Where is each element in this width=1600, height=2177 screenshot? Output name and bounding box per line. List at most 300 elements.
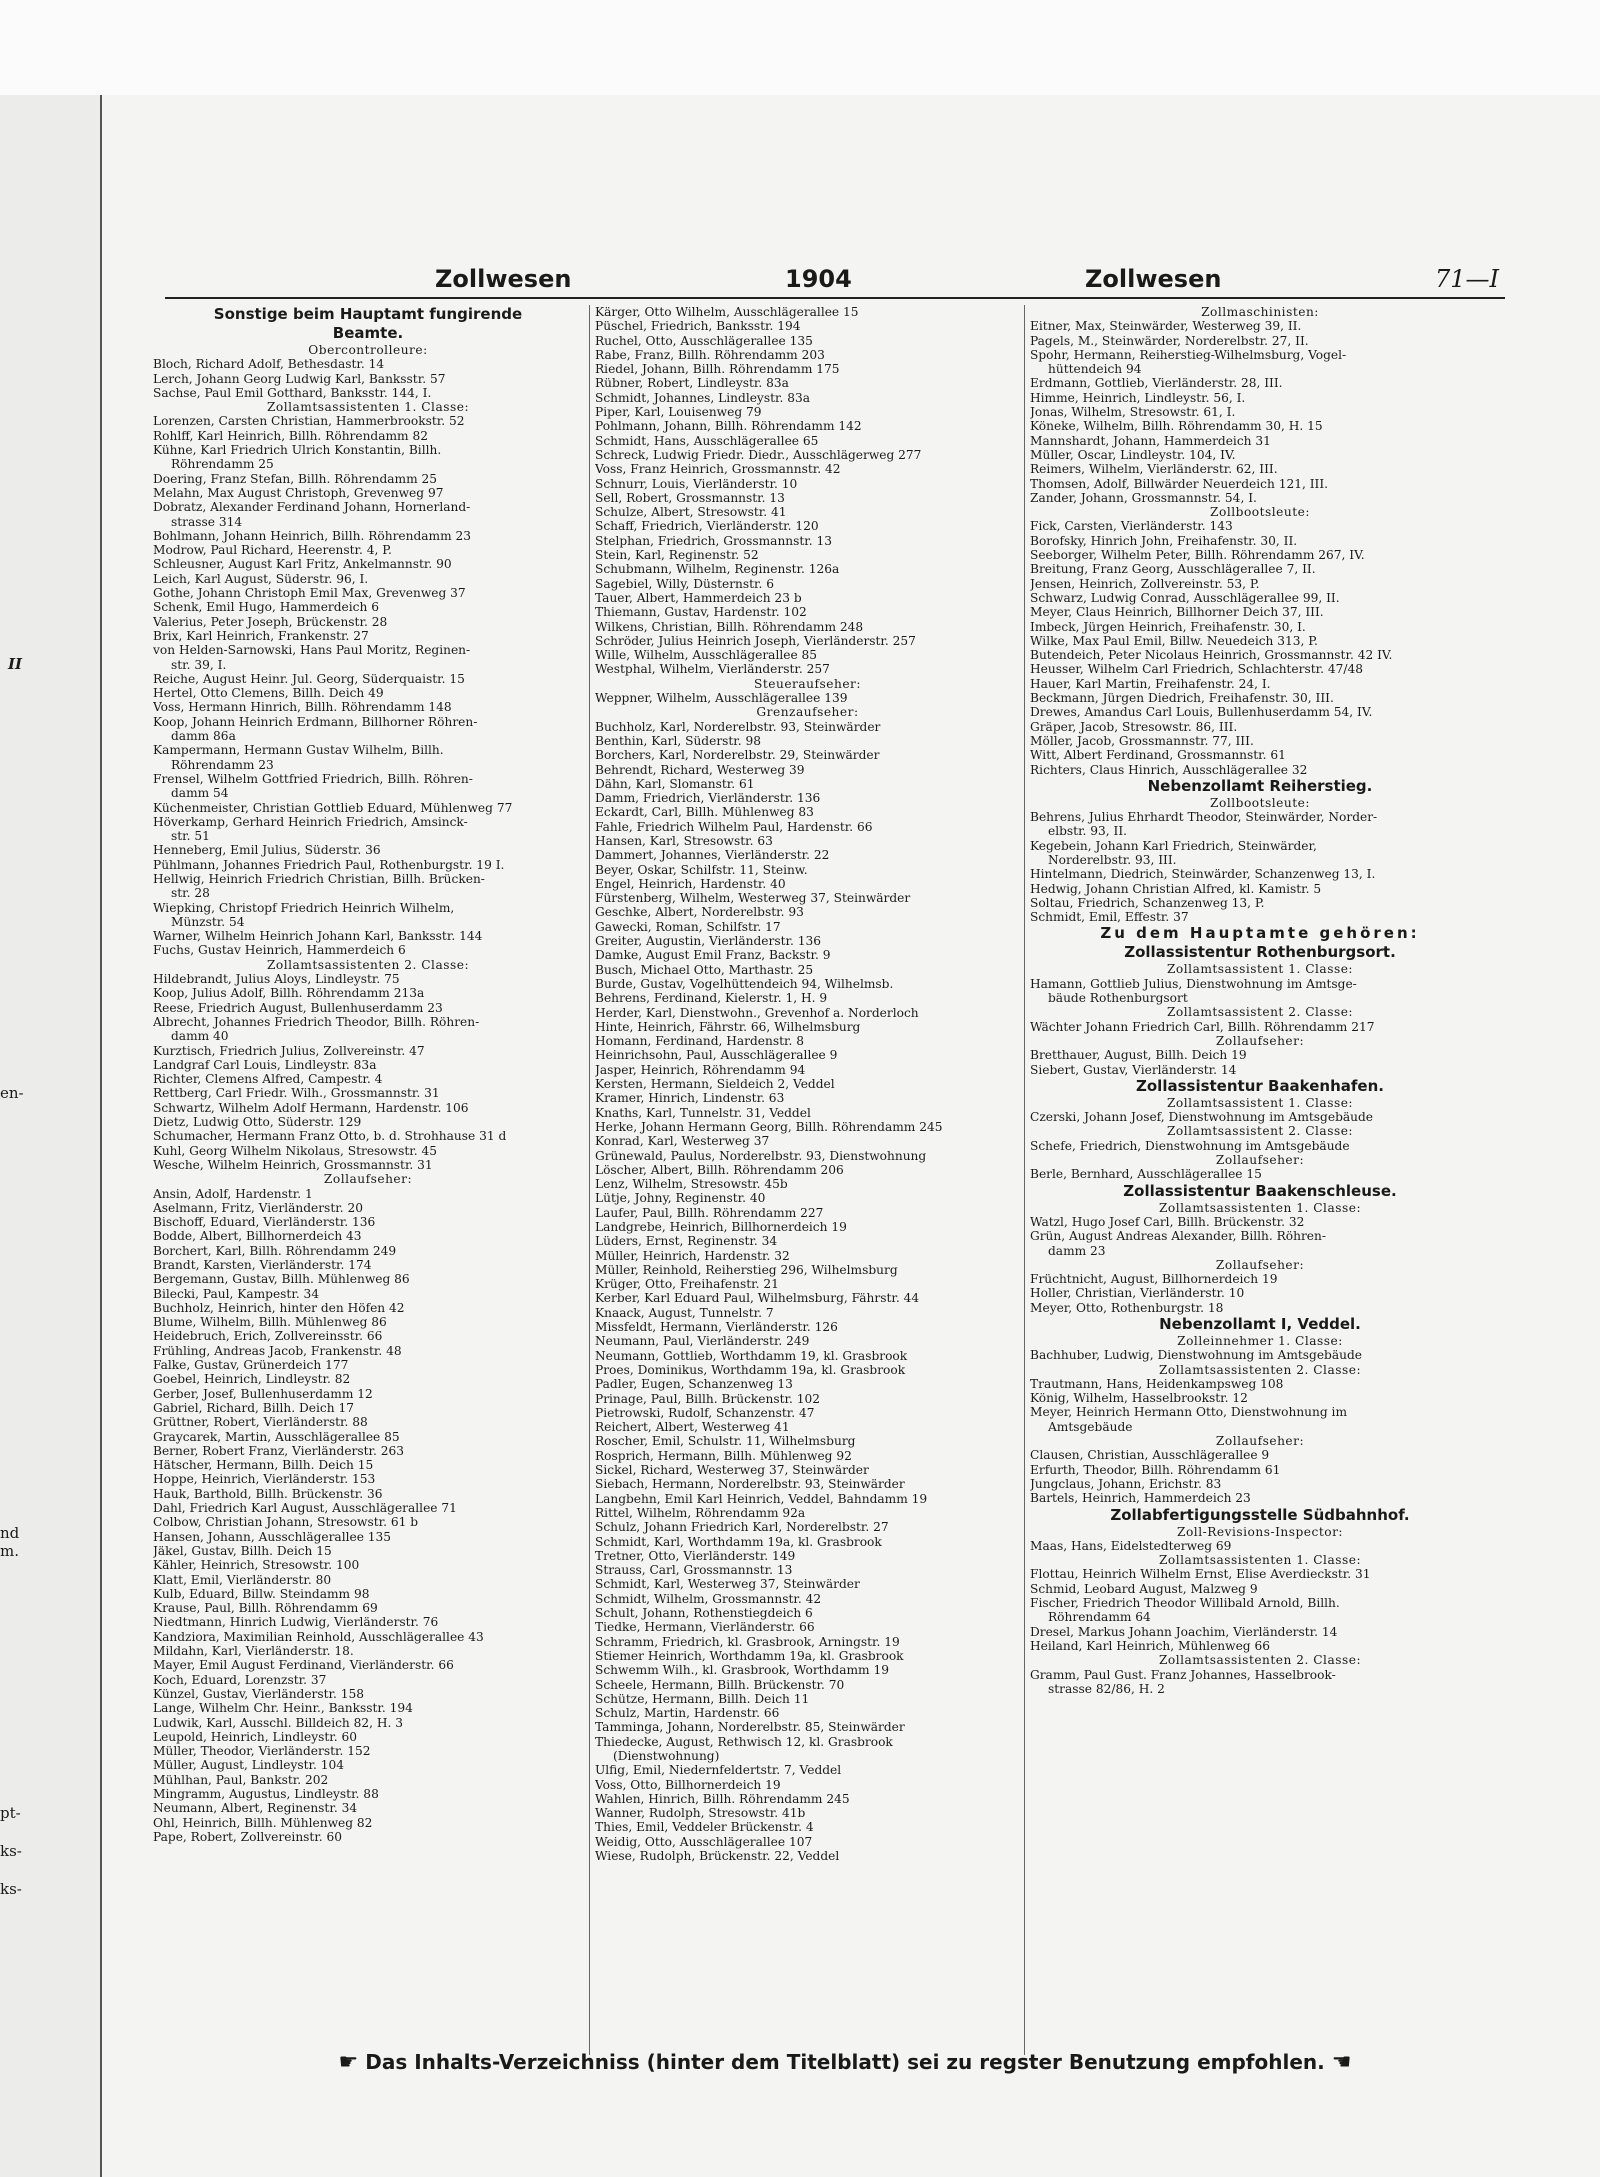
- directory-entry: Wilkens, Christian, Billh. Röhrendamm 248: [595, 619, 864, 634]
- directory-entry: Lütje, Johny, Reginenstr. 40: [595, 1191, 766, 1206]
- directory-entry: Tretner, Otto, Vierländerstr. 149: [595, 1548, 796, 1563]
- directory-entry: Höverkamp, Gerhard Heinrich Friedrich, Amsinck-: [153, 814, 468, 829]
- directory-entry: Gramm, Paul Gust. Franz Johannes, Hasselbrook-: [1030, 1667, 1336, 1682]
- directory-entry: Müller, Reinhold, Reiherstieg 296, Wilhelmsburg: [595, 1262, 898, 1277]
- directory-entry: Jasper, Heinrich, Röhrendamm 94: [595, 1062, 806, 1077]
- directory-entry: Knaths, Karl, Tunnelstr. 31, Veddel: [595, 1105, 811, 1120]
- directory-entry: Schramm, Friedrich, kl. Grasbrook, Arningstr. 19: [595, 1634, 900, 1649]
- directory-entry: Soltau, Friedrich, Schanzenweg 13, P.: [1030, 895, 1265, 910]
- directory-entry: Eitner, Max, Steinwärder, Westerweg 39, II.: [1030, 319, 1302, 334]
- directory-entry: Watzl, Hugo Josef Carl, Billh. Brückenstr. 32: [1030, 1214, 1305, 1229]
- directory-entry: Wilke, Max Paul Emil, Billw. Neuedeich 313, P.: [1030, 633, 1318, 648]
- directory-entry: Strauss, Carl, Grossmannstr. 13: [595, 1563, 793, 1578]
- directory-entry: Schumacher, Hermann Franz Otto, b. d. Strohhause 31 d: [153, 1129, 507, 1144]
- directory-entry: Herke, Johann Hermann Georg, Billh. Röhrendamm 245: [595, 1119, 943, 1134]
- column-1: [153, 305, 583, 2055]
- directory-entry: Bohlmann, Johann Heinrich, Billh. Röhrendamm 23: [153, 528, 472, 543]
- directory-entry: Melahn, Max August Christoph, Grevenweg 97: [153, 485, 444, 500]
- directory-entry: Schmid, Leobard August, Malzweg 9: [1030, 1581, 1258, 1596]
- directory-entry: Rosprich, Hermann, Billh. Mühlenweg 92: [595, 1448, 852, 1463]
- directory-entry: Scheele, Hermann, Billh. Brückenstr. 70: [595, 1677, 845, 1692]
- directory-entry: Krüger, Otto, Freihafenstr. 21: [595, 1277, 779, 1292]
- directory-entry: Münzstr. 54: [171, 914, 245, 929]
- directory-entry: Kühne, Karl Friedrich Ulrich Konstantin, Billh.: [153, 443, 442, 458]
- directory-entry: Knaack, August, Tunnelstr. 7: [595, 1305, 774, 1320]
- directory-entry: Jäkel, Gustav, Billh. Deich 15: [153, 1543, 332, 1558]
- left-page-fragment: ks-: [0, 1842, 22, 1860]
- directory-entry: Roscher, Emil, Schulstr. 11, Wilhelmsburg: [595, 1434, 856, 1449]
- directory-entry: str. 51: [171, 829, 210, 844]
- directory-entry: Schwemm Wilh., kl. Grasbrook, Worthdamm 19: [595, 1663, 889, 1678]
- directory-entry: Pietrowski, Rudolf, Schanzenstr. 47: [595, 1405, 815, 1420]
- directory-entry: Geschke, Albert, Norderelbstr. 93: [595, 905, 804, 920]
- directory-entry: Röhrendamm 23: [171, 757, 274, 772]
- category-label: Zollamtsassistenten 1. Classe:: [1158, 1200, 1362, 1215]
- pointing-hand-icon: ☛: [338, 2050, 359, 2075]
- directory-entry: Gothe, Johann Christoph Emil Max, Grevenweg 37: [153, 586, 466, 601]
- directory-entry: Erdmann, Gottlieb, Vierländerstr. 28, III.: [1030, 376, 1283, 391]
- directory-entry: Pagels, M., Steinwärder, Norderelbstr. 27, II.: [1030, 333, 1309, 348]
- directory-entry: Bloch, Richard Adolf, Bethesdastr. 14: [153, 357, 385, 372]
- directory-entry: Stelphan, Friedrich, Grossmannstr. 13: [595, 533, 833, 548]
- directory-entry: Hauer, Karl Martin, Freihafenstr. 24, I.: [1030, 676, 1271, 691]
- section-heading: Sonstige beim Hauptamt fungirende: [213, 305, 523, 323]
- directory-entry: Thiedecke, August, Rethwisch 12, kl. Grasbrook: [595, 1734, 893, 1749]
- directory-entry: Lorenzen, Carsten Christian, Hammerbrookstr. 52: [153, 414, 465, 429]
- directory-entry: Voss, Franz Heinrich, Grossmannstr. 42: [595, 462, 841, 477]
- directory-entry: Kersten, Hermann, Sieldeich 2, Veddel: [595, 1077, 835, 1092]
- directory-entry: Schulz, Johann Friedrich Karl, Norderelbstr. 27: [595, 1520, 889, 1535]
- directory-entry: Schmidt, Karl, Worthdamm 19a, kl. Grasbrook: [595, 1534, 882, 1549]
- section-heading: Zollassistentur Baakenschleuse.: [1123, 1181, 1397, 1200]
- directory-entry: Rohlff, Karl Heinrich, Billh. Röhrendamm 82: [153, 428, 428, 443]
- directory-entry: Bretthauer, August, Billh. Deich 19: [1030, 1048, 1247, 1063]
- directory-entry: Voss, Hermann Hinrich, Billh. Röhrendamm 148: [153, 700, 452, 715]
- directory-entry: Schröder, Julius Heinrich Joseph, Vierländerstr. 257: [595, 633, 916, 648]
- directory-entry: Hellwig, Heinrich Friedrich Christian, Billh. Brücken-: [153, 871, 485, 886]
- directory-entry: Wiese, Rudolph, Brückenstr. 22, Veddel: [595, 1849, 840, 1864]
- directory-entry: Ulfig, Emil, Niedernfeldertstr. 7, Veddel: [595, 1763, 842, 1778]
- directory-entry: Hoppe, Heinrich, Vierländerstr. 153: [153, 1472, 376, 1487]
- left-page-edge: [0, 95, 102, 2177]
- directory-entry: Hätscher, Hermann, Billh. Deich 15: [153, 1458, 374, 1473]
- directory-entry: Behrens, Julius Ehrhardt Theodor, Steinwärder, Norder-: [1030, 810, 1378, 825]
- directory-entry: Kärger, Otto Wilhelm, Ausschlägerallee 15: [595, 305, 859, 319]
- directory-entry: Riedel, Johann, Billh. Röhrendamm 175: [595, 362, 840, 377]
- left-page-fragment: pt-: [0, 1804, 21, 1822]
- directory-entry: Modrow, Paul Richard, Heerenstr. 4, P.: [153, 543, 392, 558]
- directory-entry: Langbehn, Emil Karl Heinrich, Veddel, Bahndamm 19: [595, 1491, 928, 1506]
- directory-entry: Grünewald, Paulus, Norderelbstr. 93, Dienstwohnung: [595, 1148, 927, 1163]
- directory-entry: Schult, Johann, Rothenstiegdeich 6: [595, 1606, 813, 1621]
- directory-entry: Pühlmann, Johannes Friedrich Paul, Rothenburgstr. 19 I.: [153, 857, 505, 872]
- directory-entry: Westphal, Wilhelm, Vierländerstr. 257: [595, 662, 830, 677]
- category-label: Grenzaufseher:: [756, 705, 859, 720]
- directory-entry: Dähn, Karl, Slomanstr. 61: [595, 776, 755, 791]
- category-label: Zollamtsassistent 1. Classe:: [1166, 962, 1354, 977]
- directory-entry: Rabe, Franz, Billh. Röhrendamm 203: [595, 347, 825, 362]
- directory-entry: Ludwik, Karl, Ausschl. Billdeich 82, H. 3: [153, 1715, 404, 1730]
- category-label: Zollamtsassistent 2. Classe:: [1166, 1124, 1354, 1139]
- directory-entry: Müller, Theodor, Vierländerstr. 152: [153, 1744, 371, 1759]
- pointing-hand-icon: ☚: [1331, 2050, 1352, 2075]
- directory-entry: Schleusner, August Karl Fritz, Ankelmannstr. 90: [153, 557, 452, 572]
- directory-entry: von Helden-Sarnowski, Hans Paul Moritz, Reginen-: [153, 643, 471, 658]
- directory-entry: Weppner, Wilhelm, Ausschlägerallee 139: [595, 691, 848, 706]
- directory-entry: Engel, Heinrich, Hardenstr. 40: [595, 876, 786, 891]
- directory-entry: Schwartz, Wilhelm Adolf Hermann, Hardenstr. 106: [153, 1100, 469, 1115]
- category-label: Zollmaschinisten:: [1201, 305, 1319, 319]
- directory-entry: Schwarz, Ludwig Conrad, Ausschlägerallee 99, II.: [1030, 590, 1340, 605]
- footer-text: Das Inhalts-Verzeichniss (hinter dem Titelblatt) sei zu regster Benutzung empfohlen.: [365, 2050, 1325, 2074]
- directory-entry: Heiland, Karl Heinrich, Mühlenweg 66: [1030, 1638, 1270, 1653]
- directory-entry: Künzel, Gustav, Vierländerstr. 158: [153, 1686, 365, 1701]
- directory-entry: Bilecki, Paul, Kampestr. 34: [153, 1286, 320, 1301]
- directory-entry: Schulz, Martin, Hardenstr. 66: [595, 1706, 780, 1721]
- directory-entry: Czerski, Johann Josef, Dienstwohnung im Amtsgebäude: [1030, 1110, 1374, 1125]
- category-label: Zollaufseher:: [1215, 1033, 1305, 1048]
- directory-entry: Benthin, Karl, Süderstr. 98: [595, 733, 762, 748]
- directory-entry: Rettberg, Carl Friedr. Wilh., Grossmannstr. 31: [153, 1086, 440, 1101]
- directory-entry: Homann, Ferdinand, Hardenstr. 8: [595, 1034, 805, 1049]
- directory-entry: Thiemann, Gustav, Hardenstr. 102: [595, 605, 807, 620]
- directory-entry: Damke, August Emil Franz, Backstr. 9: [595, 948, 831, 963]
- directory-entry: Tamminga, Johann, Norderelbstr. 85, Steinwärder: [595, 1720, 905, 1735]
- directory-entry: Heinrichsohn, Paul, Ausschlägerallee 9: [595, 1048, 838, 1063]
- left-page-fragment: nd: [0, 1524, 20, 1542]
- section-heading: Nebenzollamt Reiherstieg.: [1147, 776, 1373, 795]
- category-label: Zollamtsassistent 1. Classe:: [1166, 1095, 1354, 1110]
- directory-entry: Goebel, Heinrich, Lindleystr. 82: [153, 1372, 351, 1387]
- directory-entry: Zander, Johann, Grossmannstr. 54, I.: [1030, 490, 1257, 505]
- directory-entry: Behrens, Ferdinand, Kielerstr. 1, H. 9: [595, 991, 828, 1006]
- category-label: Zollamtsassistenten 1. Classe:: [266, 400, 470, 415]
- directory-entry: Herder, Karl, Dienstwohn., Grevenhof a. Norderloch: [595, 1005, 919, 1020]
- section-heading: Zollassistentur Baakenhafen.: [1136, 1076, 1384, 1095]
- directory-entry: Wanner, Rudolph, Stresowstr. 41b: [595, 1806, 806, 1821]
- directory-entry: Möller, Jacob, Grossmannstr. 77, III.: [1030, 733, 1254, 748]
- directory-entry: Röhrendamm 25: [171, 457, 274, 472]
- section-heading: Beamte.: [332, 324, 404, 342]
- directory-entry: König, Wilhelm, Hasselbrookstr. 12: [1030, 1391, 1248, 1406]
- directory-entry: Gräper, Jacob, Stresowstr. 86, III.: [1030, 719, 1238, 734]
- directory-entry: strasse 314: [171, 514, 243, 529]
- directory-entry: Meyer, Otto, Rothenburgstr. 18: [1030, 1300, 1224, 1315]
- header-right: Zollwesen: [1085, 265, 1222, 293]
- directory-entry: Beyer, Oskar, Schilfstr. 11, Steinw.: [595, 862, 808, 877]
- column-3: [1030, 305, 1490, 2055]
- directory-entry: Frensel, Wilhelm Gottfried Friedrich, Billh. Röhren-: [153, 771, 473, 786]
- directory-entry: Reiche, August Heinr. Jul. Georg, Süderquaistr. 15: [153, 671, 465, 686]
- directory-entry: Ohl, Heinrich, Billh. Mühlenweg 82: [153, 1815, 373, 1830]
- directory-entry: Fick, Carsten, Vierländerstr. 143: [1030, 519, 1233, 534]
- directory-entry: Hedwig, Johann Christian Alfred, kl. Kamistr. 5: [1030, 881, 1322, 896]
- left-page-fragment: ks-: [0, 1880, 22, 1898]
- directory-entry: Grün, August Andreas Alexander, Billh. Röhren-: [1030, 1229, 1326, 1244]
- category-label: Steueraufseher:: [754, 676, 861, 691]
- directory-entry: Koop, Johann Heinrich Erdmann, Billhorner Röhren-: [153, 714, 478, 729]
- directory-entry: Siebach, Hermann, Norderelbstr. 93, Steinwärder: [595, 1477, 905, 1492]
- directory-entry: Buchholz, Heinrich, hinter den Höfen 42: [153, 1300, 405, 1315]
- directory-entry: Borchert, Karl, Billh. Röhrendamm 249: [153, 1243, 397, 1258]
- section-heading: Zu dem Hauptamte gehören:: [1100, 924, 1420, 943]
- directory-entry: Wächter Johann Friedrich Carl, Billh. Röhrendamm 217: [1030, 1019, 1375, 1034]
- directory-entry: elbstr. 93, II.: [1048, 824, 1128, 839]
- directory-entry: Meyer, Heinrich Hermann Otto, Dienstwohnung im: [1030, 1405, 1347, 1420]
- directory-entry: Hauk, Barthold, Billh. Brückenstr. 36: [153, 1486, 383, 1501]
- directory-entry: Eckardt, Carl, Billh. Mühlenweg 83: [595, 805, 814, 820]
- directory-entry: Butendeich, Peter Nicolaus Heinrich, Grossmannstr. 42 IV.: [1030, 648, 1393, 663]
- directory-entry: Weidig, Otto, Ausschlägerallee 107: [595, 1834, 813, 1849]
- directory-entry: Erfurth, Theodor, Billh. Röhrendamm 61: [1030, 1462, 1281, 1477]
- directory-entry: Fahle, Friedrich Wilhelm Paul, Hardenstr. 66: [595, 819, 873, 834]
- directory-entry: Hintelmann, Diedrich, Steinwärder, Schanzenweg 13, I.: [1030, 867, 1376, 882]
- directory-entry: Schulze, Albert, Stresowstr. 41: [595, 505, 787, 520]
- directory-entry: Seeborger, Wilhelm Peter, Billh. Röhrendamm 267, IV.: [1030, 548, 1365, 563]
- directory-entry: Kulb, Eduard, Billw. Steindamm 98: [153, 1586, 370, 1601]
- directory-entry: Heidebruch, Erich, Zollvereinsstr. 66: [153, 1329, 383, 1344]
- directory-entry: Wille, Wilhelm, Ausschlägerallee 85: [595, 648, 818, 663]
- directory-entry: Bodde, Albert, Billhornerdeich 43: [153, 1229, 362, 1244]
- directory-entry: Albrecht, Johannes Friedrich Theodor, Billh. Röhren-: [153, 1014, 480, 1029]
- directory-entry: Witt, Albert Ferdinand, Grossmannstr. 61: [1030, 748, 1286, 763]
- category-label: Zollaufseher:: [1215, 1434, 1305, 1449]
- category-label: Zollaufseher:: [1215, 1153, 1305, 1168]
- directory-entry: Pape, Robert, Zollvereinstr. 60: [153, 1829, 343, 1844]
- directory-entry: Stein, Karl, Reginenstr. 52: [595, 548, 759, 563]
- directory-entry: Koop, Julius Adolf, Billh. Röhrendamm 213a: [153, 986, 425, 1001]
- directory-entry: Norderelbstr. 93, III.: [1048, 852, 1177, 867]
- directory-entry: Tiedke, Hermann, Vierländerstr. 66: [595, 1620, 815, 1635]
- directory-entry: Dietz, Ludwig Otto, Süderstr. 129: [153, 1115, 362, 1130]
- section-heading: Zollabfertigungsstelle Südbahnhof.: [1110, 1505, 1410, 1524]
- directory-entry: Siebert, Gustav, Vierländerstr. 14: [1030, 1062, 1237, 1077]
- directory-entry: hüttendeich 94: [1048, 362, 1142, 377]
- directory-entry: Gabriel, Richard, Billh. Deich 17: [153, 1400, 354, 1415]
- directory-entry: Kerber, Karl Eduard Paul, Wilhelmsburg, Fährstr. 44: [595, 1291, 920, 1306]
- directory-entry: Bartels, Heinrich, Hammerdeich 23: [1030, 1491, 1251, 1506]
- directory-entry: Konrad, Karl, Westerweg 37: [595, 1134, 770, 1149]
- directory-entry: Henneberg, Emil Julius, Süderstr. 36: [153, 843, 381, 858]
- directory-entry: Padler, Eugen, Schanzenweg 13: [595, 1377, 793, 1392]
- directory-entry: Dobratz, Alexander Ferdinand Johann, Hornerland-: [153, 500, 471, 515]
- directory-entry: Schmidt, Karl, Westerweg 37, Steinwärder: [595, 1577, 860, 1592]
- directory-entry: Fürstenberg, Wilhelm, Westerweg 37, Steinwärder: [595, 891, 911, 906]
- directory-entry: Neumann, Gottlieb, Worthdamm 19, kl. Grasbrook: [595, 1348, 908, 1363]
- directory-entry: Küchenmeister, Christian Gottlieb Eduard, Mühlenweg 77: [153, 800, 513, 815]
- directory-entry: Warner, Wilhelm Heinrich Johann Karl, Banksstr. 144: [153, 929, 483, 944]
- directory-entry: Mayer, Emil August Ferdinand, Vierländerstr. 66: [153, 1658, 454, 1673]
- directory-entry: Aselmann, Fritz, Vierländerstr. 20: [153, 1200, 363, 1215]
- directory-entry: Busch, Michael Otto, Marthastr. 25: [595, 962, 814, 977]
- directory-entry: Landgrebe, Heinrich, Billhornerdeich 19: [595, 1220, 847, 1234]
- directory-entry: Brandt, Karsten, Vierländerstr. 174: [153, 1258, 372, 1272]
- directory-entry: Hansen, Karl, Stresowstr. 63: [595, 833, 773, 848]
- directory-entry: Klatt, Emil, Vierländerstr. 80: [153, 1572, 332, 1587]
- directory-entry: Prinage, Paul, Billh. Brückenstr. 102: [595, 1391, 821, 1406]
- directory-entry: Beckmann, Jürgen Diedrich, Freihafenstr. 30, III.: [1030, 691, 1334, 706]
- directory-entry: strasse 82/86, H. 2: [1048, 1681, 1165, 1696]
- directory-entry: Lange, Wilhelm Chr. Heinr., Banksstr. 194: [153, 1701, 413, 1716]
- directory-entry: Grüttner, Robert, Vierländerstr. 88: [153, 1415, 368, 1430]
- directory-entry: Valerius, Peter Joseph, Brückenstr. 28: [153, 614, 388, 629]
- directory-entry: Schmidt, Wilhelm, Grossmannstr. 42: [595, 1591, 822, 1606]
- category-label: Zollbootsleute:: [1210, 795, 1310, 810]
- directory-entry: damm 23: [1048, 1243, 1106, 1258]
- directory-page: [105, 205, 1525, 2160]
- directory-entry: Berle, Bernhard, Ausschlägerallee 15: [1030, 1167, 1262, 1182]
- directory-entry: Imbeck, Jürgen Heinrich, Freihafenstr. 30, I.: [1030, 619, 1306, 634]
- directory-entry: Drewes, Amandus Carl Louis, Bullenhuserdamm 54, IV.: [1030, 705, 1373, 720]
- directory-entry: Sagebiel, Willy, Düsternstr. 6: [595, 576, 775, 591]
- directory-entry: Schmidt, Emil, Effestr. 37: [1030, 910, 1189, 925]
- scan-margin: [0, 0, 1600, 95]
- directory-entry: Köneke, Wilhelm, Billh. Röhrendamm 30, H. 15: [1030, 419, 1323, 434]
- left-page-fragment: en-: [0, 1084, 24, 1102]
- directory-entry: Meyer, Claus Heinrich, Billhorner Deich 37, III.: [1030, 605, 1324, 620]
- directory-entry: Colbow, Christian Johann, Stresowstr. 61 b: [153, 1515, 419, 1530]
- directory-entry: Voss, Otto, Billhornerdeich 19: [595, 1777, 781, 1792]
- directory-entry: Schaff, Friedrich, Vierländerstr. 120: [595, 519, 819, 534]
- directory-entry: Fuchs, Gustav Heinrich, Hammerdeich 6: [153, 943, 406, 958]
- directory-entry: Kähler, Heinrich, Stresowstr. 100: [153, 1558, 360, 1573]
- directory-entry: Püschel, Friedrich, Banksstr. 194: [595, 319, 801, 334]
- directory-entry: Tauer, Albert, Hammerdeich 23 b: [595, 590, 802, 605]
- directory-entry: Sachse, Paul Emil Gotthard, Banksstr. 144, I.: [153, 385, 432, 400]
- directory-entry: Koch, Eduard, Lorenzstr. 37: [153, 1672, 327, 1687]
- directory-entry: Niedtmann, Hinrich Ludwig, Vierländerstr. 76: [153, 1615, 439, 1630]
- category-label: Zollamtsassistenten 1. Classe:: [1158, 1553, 1362, 1568]
- directory-entry: Frühling, Andreas Jacob, Frankenstr. 48: [153, 1343, 402, 1358]
- directory-entry: Rittel, Wilhelm, Röhrendamm 92a: [595, 1505, 806, 1520]
- directory-entry: Schefe, Friedrich, Dienstwohnung im Amtsgebäude: [1030, 1138, 1350, 1153]
- directory-entry: Blume, Wilhelm, Billh. Mühlenweg 86: [153, 1315, 387, 1330]
- directory-entry: Schütze, Hermann, Billh. Deich 11: [595, 1691, 810, 1706]
- directory-entry: Kandziora, Maximilian Reinhold, Ausschlägerallee 43: [153, 1629, 484, 1644]
- directory-entry: damm 86a: [171, 729, 236, 744]
- directory-entry: Wahlen, Hinrich, Billh. Röhrendamm 245: [595, 1791, 850, 1806]
- category-label: Zoll-Revisions-Inspector:: [1176, 1524, 1344, 1539]
- directory-entry: Hertel, Otto Clemens, Billh. Deich 49: [153, 686, 384, 701]
- category-label: Zollaufseher:: [1215, 1257, 1305, 1272]
- directory-entry: Berner, Robert Franz, Vierländerstr. 263: [153, 1443, 405, 1458]
- directory-entry: Schmidt, Johannes, Lindleystr. 83a: [595, 390, 810, 405]
- directory-entry: (Dienstwohnung): [613, 1748, 720, 1763]
- directory-entry: Falke, Gustav, Grünerdeich 177: [153, 1358, 349, 1373]
- directory-entry: Kegebein, Johann Karl Friedrich, Steinwärder,: [1030, 838, 1317, 853]
- left-page-marker: II: [8, 655, 23, 673]
- directory-entry: damm 40: [171, 1029, 229, 1044]
- directory-entry: Müller, Heinrich, Hardenstr. 32: [595, 1248, 790, 1263]
- directory-entry: Borofsky, Hinrich John, Freihafenstr. 30, II.: [1030, 533, 1298, 548]
- category-label: Zollamtsassistenten 2. Classe:: [1158, 1653, 1362, 1668]
- directory-entry: Rübner, Robert, Lindleystr. 83a: [595, 376, 789, 391]
- directory-entry: Brix, Karl Heinrich, Frankenstr. 27: [153, 628, 369, 643]
- directory-entry: Gawecki, Roman, Schilfstr. 17: [595, 919, 781, 934]
- directory-entry: Kurztisch, Friedrich Julius, Zollvereinstr. 47: [153, 1043, 425, 1058]
- directory-entry: Breitung, Franz Georg, Ausschlägerallee 7, II.: [1030, 562, 1316, 577]
- page-number: 71—I: [1435, 265, 1500, 293]
- directory-entry: Dresel, Markus Johann Joachim, Vierländerstr. 14: [1030, 1624, 1338, 1639]
- directory-entry: Dahl, Friedrich Karl August, Ausschlägerallee 71: [153, 1501, 457, 1516]
- directory-entry: Hinte, Heinrich, Fährstr. 66, Wilhelmsburg: [595, 1019, 861, 1034]
- directory-entry: Krause, Paul, Billh. Röhrendamm 69: [153, 1601, 378, 1616]
- directory-entry: Mingramm, Augustus, Lindleystr. 88: [153, 1786, 379, 1801]
- directory-entry: Neumann, Paul, Vierländerstr. 249: [595, 1334, 810, 1349]
- directory-entry: Reese, Friedrich August, Bullenhuserdamm 23: [153, 1000, 443, 1015]
- header-left: Zollwesen: [435, 265, 572, 293]
- category-label: Zollbootsleute:: [1210, 505, 1310, 520]
- directory-entry: Schnurr, Louis, Vierländerstr. 10: [595, 476, 798, 491]
- directory-entry: Holler, Christian, Vierländerstr. 10: [1030, 1286, 1245, 1301]
- directory-entry: Wiepking, Christopf Friedrich Heinrich Wilhelm,: [153, 900, 455, 915]
- directory-entry: Bergemann, Gustav, Billh. Mühlenweg 86: [153, 1272, 410, 1287]
- directory-entry: Trautmann, Hans, Heidenkampsweg 108: [1030, 1376, 1284, 1391]
- directory-entry: Neumann, Albert, Reginenstr. 34: [153, 1801, 358, 1816]
- directory-entry: Amtsgebäude: [1048, 1419, 1133, 1434]
- directory-entry: Graycarek, Martin, Ausschlägerallee 85: [153, 1429, 400, 1444]
- directory-entry: Sickel, Richard, Westerweg 37, Steinwärder: [595, 1463, 869, 1478]
- directory-entry: Lenz, Wilhelm, Stresowstr. 45b: [595, 1177, 788, 1192]
- directory-entry: Früchtnicht, August, Billhornerdeich 19: [1030, 1272, 1278, 1287]
- directory-entry: Jensen, Heinrich, Zollvereinstr. 53, P.: [1030, 576, 1260, 591]
- directory-entry: Dammert, Johannes, Vierländerstr. 22: [595, 848, 830, 863]
- directory-entry: damm 54: [171, 786, 229, 801]
- directory-entry: Kuhl, Georg Wilhelm Nikolaus, Stresowstr. 45: [153, 1143, 437, 1158]
- directory-entry: Thies, Emil, Veddeler Brückenstr. 4: [595, 1820, 814, 1835]
- directory-entry: Reichert, Albert, Westerweg 41: [595, 1420, 790, 1435]
- directory-entry: Missfeldt, Hermann, Vierländerstr. 126: [595, 1320, 838, 1335]
- directory-entry: Bischoff, Eduard, Vierländerstr. 136: [153, 1215, 376, 1230]
- category-label: Obercontrolleure:: [308, 343, 428, 357]
- directory-entry: Reimers, Wilhelm, Vierländerstr. 62, III.: [1030, 462, 1278, 477]
- directory-entry: Hansen, Johann, Ausschlägerallee 135: [153, 1529, 392, 1544]
- directory-entry: Mildahn, Karl, Vierländerstr. 18.: [153, 1644, 354, 1659]
- directory-entry: Laufer, Paul, Billh. Röhrendamm 227: [595, 1205, 824, 1220]
- directory-entry: Greiter, Augustin, Vierländerstr. 136: [595, 934, 821, 949]
- section-heading: Nebenzollamt I, Veddel.: [1159, 1315, 1361, 1333]
- directory-entry: Burde, Gustav, Vogelhüttendeich 94, Wilhelmsb.: [595, 976, 894, 991]
- directory-entry: Ansin, Adolf, Hardenstr. 1: [153, 1186, 313, 1201]
- directory-entry: str. 39, I.: [171, 657, 227, 672]
- directory-entry: Hildebrandt, Julius Aloys, Lindleystr. 75: [153, 972, 400, 987]
- directory-entry: Stiemer Heinrich, Worthdamm 19a, kl. Grasbrook: [595, 1648, 904, 1663]
- category-label: Zolleinnehmer 1. Classe:: [1177, 1334, 1343, 1348]
- directory-entry: Flottau, Heinrich Wilhelm Ernst, Elise Averdieckstr. 31: [1030, 1567, 1371, 1582]
- directory-entry: Ruchel, Otto, Ausschlägerallee 135: [595, 333, 813, 348]
- column-divider: [1024, 305, 1025, 2055]
- directory-entry: Müller, Oscar, Lindleystr. 104, IV.: [1030, 447, 1236, 462]
- directory-entry: Röhrendamm 64: [1048, 1610, 1151, 1625]
- directory-entry: Piper, Karl, Louisenweg 79: [595, 405, 762, 420]
- directory-entry: Behrendt, Richard, Westerweg 39: [595, 762, 805, 777]
- directory-entry: Richters, Claus Hinrich, Ausschlägerallee 32: [1030, 762, 1308, 777]
- directory-entry: Lerch, Johann Georg Ludwig Karl, Banksstr. 57: [153, 371, 446, 386]
- directory-entry: Proes, Dominikus, Worthdamm 19a, kl. Grasbrook: [595, 1362, 906, 1377]
- directory-entry: Doering, Franz Stefan, Billh. Röhrendamm 25: [153, 471, 438, 486]
- directory-entry: Sell, Robert, Grossmannstr. 13: [595, 490, 785, 505]
- directory-entry: Maas, Hans, Eidelstedterweg 69: [1030, 1538, 1232, 1553]
- directory-entry: Buchholz, Karl, Norderelbstr. 93, Steinwärder: [595, 719, 881, 734]
- column-2: [595, 305, 1020, 2055]
- directory-entry: Schreck, Ludwig Friedr. Diedr., Ausschlägerweg 277: [595, 447, 922, 462]
- directory-entry: Schmidt, Hans, Ausschlägerallee 65: [595, 433, 819, 448]
- directory-entry: Kampermann, Hermann Gustav Wilhelm, Billh.: [153, 743, 444, 758]
- directory-entry: Mannshardt, Johann, Hammerdeich 31: [1030, 433, 1271, 448]
- section-heading: Zollassistentur Rothenburgsort.: [1124, 943, 1396, 962]
- directory-entry: Wesche, Wilhelm Heinrich, Grossmannstr. 31: [153, 1157, 433, 1172]
- directory-entry: Heusser, Wilhelm Carl Friedrich, Schlachterstr. 47/48: [1030, 662, 1363, 677]
